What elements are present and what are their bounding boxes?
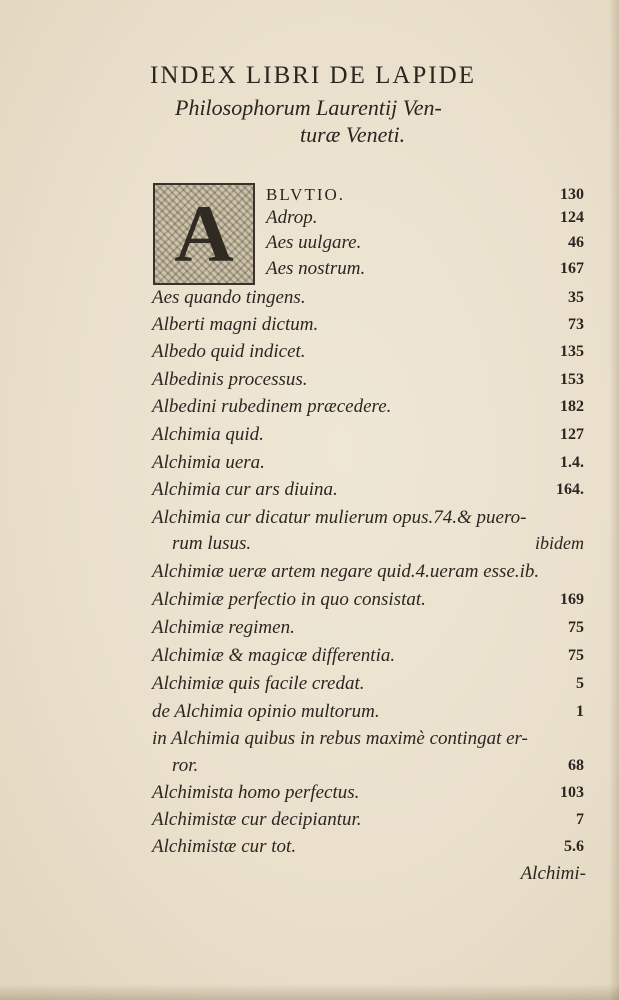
index-entry: Alchimiæ perfectio in quo consistat. xyxy=(152,589,426,610)
index-entry: Albedini rubedinem præcedere. xyxy=(152,396,392,417)
index-entry: Alchimia cur dicatur mulierum opus.74.& puero- xyxy=(152,507,527,528)
index-page-number: 73 xyxy=(568,316,584,333)
index-page-number: 182 xyxy=(560,398,584,415)
index-title: INDEX LIBRI DE LAPIDE xyxy=(150,62,476,89)
index-entry: Alchimia quid. xyxy=(152,424,264,445)
index-page-number: 46 xyxy=(568,234,584,251)
index-page-number: 127 xyxy=(560,426,584,443)
decorated-initial-letter: A xyxy=(174,188,234,279)
index-page-number: 135 xyxy=(560,343,584,360)
index-page-number: 75 xyxy=(568,619,584,636)
index-entry: Aes uulgare. xyxy=(266,232,362,253)
page-bottom-shadow xyxy=(0,984,619,1000)
index-entry: in Alchimia quibus in rebus maximè contingat er- xyxy=(152,728,528,749)
index-page-number: 1.4. xyxy=(560,454,584,471)
index-entry: BLVTIO. xyxy=(266,185,346,204)
index-entry: rum lusus. xyxy=(172,533,252,554)
index-page-number: 167 xyxy=(560,260,584,277)
index-entry: ror. xyxy=(172,755,199,776)
index-entry: Alchimistæ cur tot. xyxy=(152,836,297,857)
index-page-number: 130 xyxy=(560,186,584,203)
index-entry: Aes quando tingens. xyxy=(152,287,306,308)
index-page-number: 5 xyxy=(576,675,584,692)
index-page-number: 164. xyxy=(556,481,584,498)
index-entry: Adrop. xyxy=(266,207,318,228)
index-entry: Alberti magni dictum. xyxy=(152,314,319,335)
index-entry: Alchimiæ regimen. xyxy=(152,617,295,638)
index-entry: Alchimia uera. xyxy=(152,452,265,473)
index-entry: de Alchimia opinio multorum. xyxy=(152,701,380,722)
index-page-number: 103 xyxy=(560,784,584,801)
index-page-number: 153 xyxy=(560,371,584,388)
index-page-number: 75 xyxy=(568,647,584,664)
index-entry: Alchimia cur ars diuina. xyxy=(152,479,338,500)
index-page-number: 1 xyxy=(576,703,584,720)
index-entry: Alchimiæ quis facile credat. xyxy=(152,673,365,694)
page-edge-shadow xyxy=(609,0,619,1000)
index-page-number: 169 xyxy=(560,591,584,608)
index-entry: Alchimiæ & magicæ differentia. xyxy=(152,645,396,666)
index-page-number: ibidem xyxy=(535,533,584,553)
catchword: Alchimi- xyxy=(520,863,586,884)
index-entry: Albedo quid indicet. xyxy=(152,341,306,362)
index-page-number: 5.6 xyxy=(564,838,584,855)
index-entry: Alchimistæ cur decipiantur. xyxy=(152,809,362,830)
index-entry: Albedinis processus. xyxy=(152,369,308,390)
index-entry: Alchimiæ ueræ artem negare quid.4.ueram esse.ib. xyxy=(152,561,540,582)
index-entry: Aes nostrum. xyxy=(266,258,366,279)
index-subtitle-line1: Philosophorum Laurentij Ven- xyxy=(175,95,442,120)
index-page-number: 35 xyxy=(568,289,584,306)
index-page-number: 124 xyxy=(560,209,584,226)
index-entry: Alchimista homo perfectus. xyxy=(152,782,360,803)
index-page-number: 7 xyxy=(576,811,584,828)
index-page-number: 68 xyxy=(568,757,584,774)
index-subtitle-line2: turæ Veneti. xyxy=(300,122,406,147)
decorated-initial xyxy=(153,183,255,285)
